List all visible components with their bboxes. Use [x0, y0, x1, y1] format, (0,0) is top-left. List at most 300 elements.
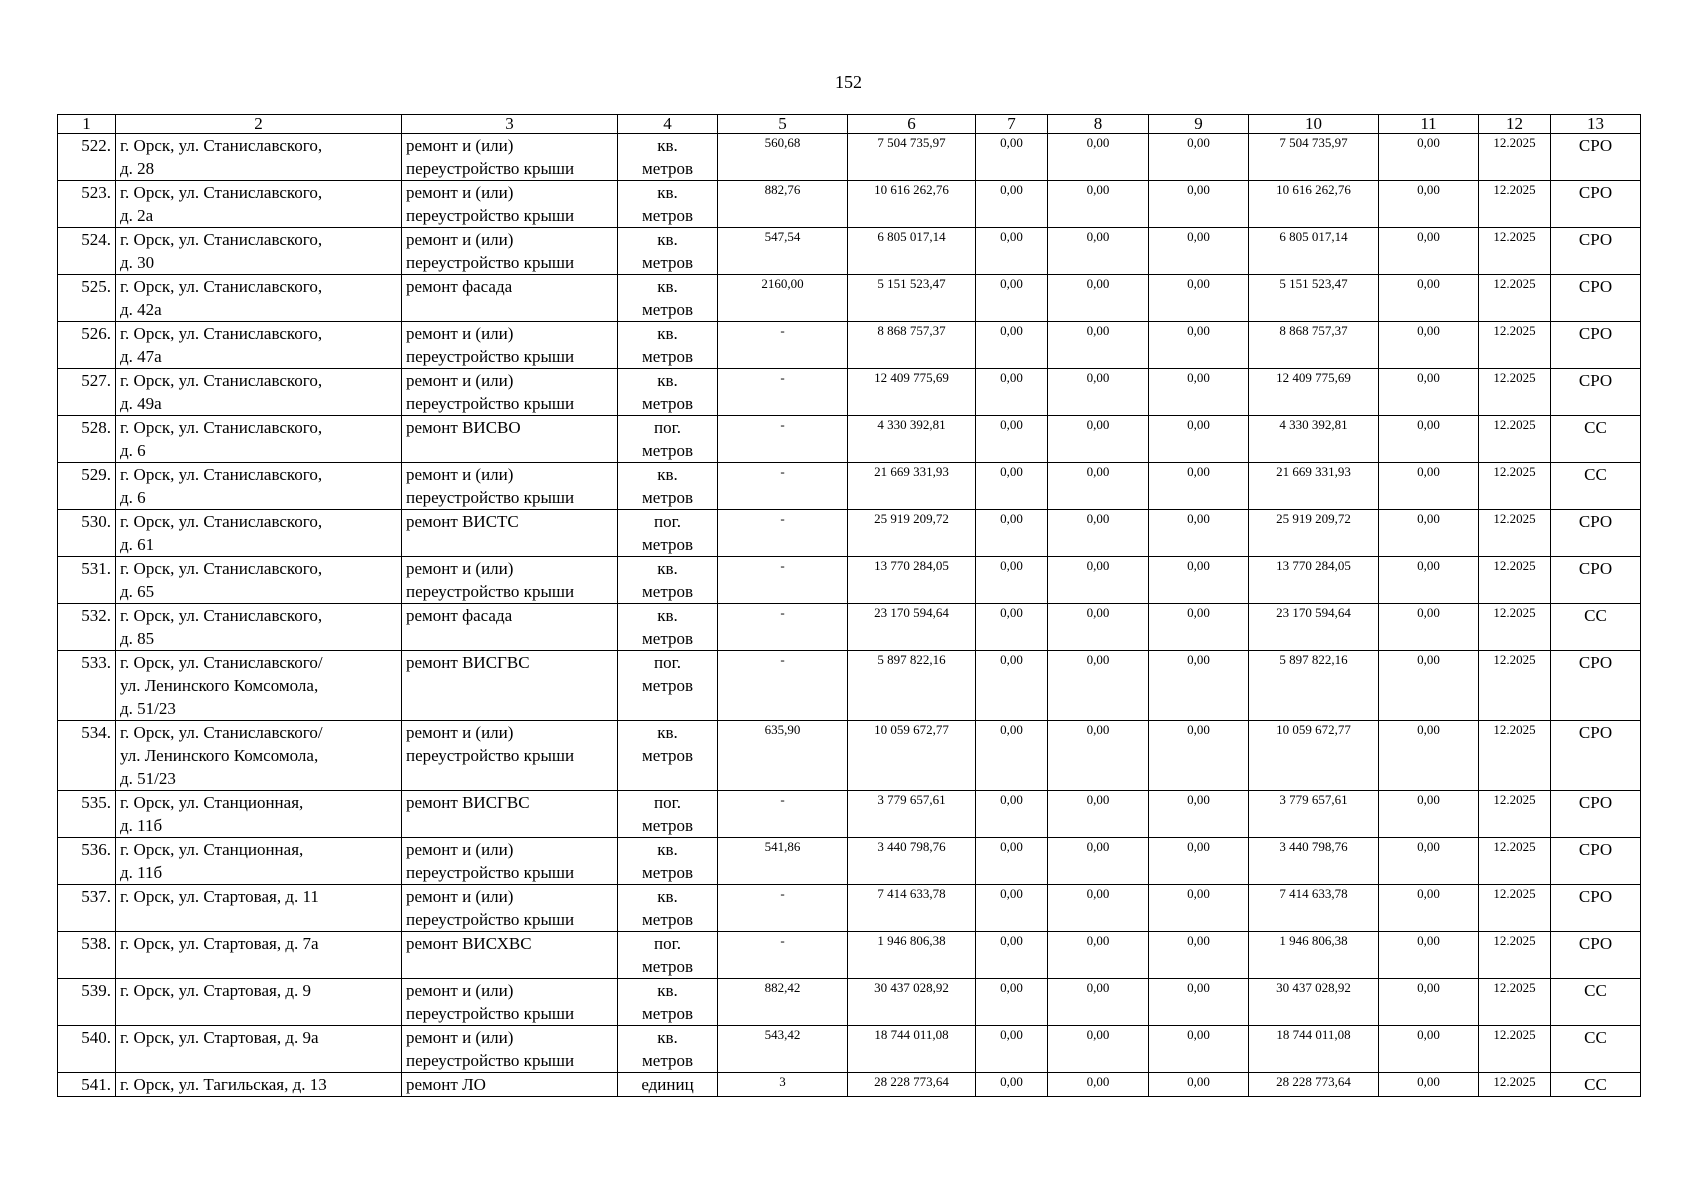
table-row: [58, 721, 1641, 791]
cost-col11-cell: 0,00: [1379, 228, 1479, 275]
cost-col9-cell: 0,00: [1149, 838, 1249, 885]
unit-cell-line: метров: [642, 957, 693, 976]
cost-col11-cell: 0,00: [1379, 604, 1479, 651]
work-type-cell-line: ремонт ВИСГВС: [406, 653, 530, 672]
cost-col9-cell: 0,00: [1149, 228, 1249, 275]
cost-col9-cell: 0,00: [1149, 275, 1249, 322]
work-type-cell-line: ремонт и (или): [406, 887, 514, 906]
cost-col11-cell: 0,00: [1379, 557, 1479, 604]
cost-col9-cell: 0,00: [1149, 932, 1249, 979]
address-cell: [116, 463, 402, 510]
work-type-cell-line: переустройство крыши: [406, 863, 575, 882]
fund-cost-cell: 21 669 331,93: [1249, 463, 1379, 510]
unit-cell-line: кв.: [657, 1028, 678, 1047]
work-type-cell-line: ремонт фасада: [406, 277, 513, 296]
work-type-cell-line: ремонт и (или): [406, 840, 514, 859]
column-header: 1: [58, 115, 116, 134]
fund-cost-cell: 1 946 806,38: [1249, 932, 1379, 979]
cost-col8-cell: 0,00: [1048, 1026, 1149, 1073]
total-cost-cell: 7 414 633,78: [848, 885, 976, 932]
unit-cell-line: метров: [642, 253, 693, 272]
cost-col7-cell: 0,00: [976, 463, 1048, 510]
column-header: 2: [116, 115, 402, 134]
cost-col8-cell: 0,00: [1048, 322, 1149, 369]
table-row: [58, 557, 1641, 604]
fund-cost-cell: 5 897 822,16: [1249, 651, 1379, 721]
cost-col8-cell: 0,00: [1048, 275, 1149, 322]
cost-col8-cell: 0,00: [1048, 979, 1149, 1026]
volume-cell: -: [718, 510, 848, 557]
cost-col7-cell: 0,00: [976, 651, 1048, 721]
fund-cost-cell: 23 170 594,64: [1249, 604, 1379, 651]
cost-col7-cell: 0,00: [976, 557, 1048, 604]
work-type-cell-line: переустройство крыши: [406, 1004, 575, 1023]
column-header: 13: [1551, 115, 1641, 134]
row-number-cell: 533.: [58, 651, 116, 721]
work-type-cell-line: переустройство крыши: [406, 746, 575, 765]
account-type-cell: СРО: [1551, 932, 1641, 979]
work-type-cell: [402, 181, 618, 228]
volume-cell: 882,76: [718, 181, 848, 228]
table-row: [58, 791, 1641, 838]
work-type-cell-line: ремонт ВИСВО: [406, 418, 521, 437]
completion-date-cell: 12.2025: [1479, 932, 1551, 979]
cost-col8-cell: 0,00: [1048, 557, 1149, 604]
work-type-cell-line: переустройство крыши: [406, 159, 575, 178]
address-cell: [116, 721, 402, 791]
unit-cell-line: кв.: [657, 723, 678, 742]
unit-cell: [618, 604, 718, 651]
unit-cell-line: метров: [642, 582, 693, 601]
unit-cell-line: пог.: [654, 653, 681, 672]
address-cell-line: д. 11б: [120, 816, 163, 835]
work-type-cell: [402, 604, 618, 651]
address-cell-line: г. Орск, ул. Станиславского,: [120, 324, 323, 343]
cost-col8-cell: 0,00: [1048, 932, 1149, 979]
address-cell-line: д. 30: [120, 253, 155, 272]
cost-col8-cell: 0,00: [1048, 791, 1149, 838]
unit-cell: [618, 322, 718, 369]
address-cell-line: д. 11б: [120, 863, 163, 882]
cost-col7-cell: 0,00: [976, 134, 1048, 181]
cost-col7-cell: 0,00: [976, 1026, 1048, 1073]
fund-cost-cell: 25 919 209,72: [1249, 510, 1379, 557]
completion-date-cell: 12.2025: [1479, 651, 1551, 721]
work-type-cell-line: переустройство крыши: [406, 1051, 575, 1070]
unit-cell-line: пог.: [654, 512, 681, 531]
cost-col9-cell: 0,00: [1149, 181, 1249, 228]
total-cost-cell: 23 170 594,64: [848, 604, 976, 651]
address-cell-line: г. Орск, ул. Станиславского,: [120, 371, 323, 390]
volume-cell: 541,86: [718, 838, 848, 885]
cost-col11-cell: 0,00: [1379, 651, 1479, 721]
address-cell-line: д. 6: [120, 488, 146, 507]
cost-col8-cell: 0,00: [1048, 838, 1149, 885]
address-cell: [116, 651, 402, 721]
volume-cell: -: [718, 557, 848, 604]
cost-col9-cell: 0,00: [1149, 721, 1249, 791]
total-cost-cell: 21 669 331,93: [848, 463, 976, 510]
row-number-cell: 531.: [58, 557, 116, 604]
row-number-cell: 530.: [58, 510, 116, 557]
fund-cost-cell: 3 779 657,61: [1249, 791, 1379, 838]
volume-cell: -: [718, 416, 848, 463]
address-cell-line: д. 47а: [120, 347, 162, 366]
volume-cell: 560,68: [718, 134, 848, 181]
total-cost-cell: 6 805 017,14: [848, 228, 976, 275]
registry-body: [58, 134, 1641, 1097]
address-cell-line: г. Орск, ул. Станиславского,: [120, 465, 323, 484]
work-type-cell-line: ремонт ВИСГВС: [406, 793, 530, 812]
fund-cost-cell: 8 868 757,37: [1249, 322, 1379, 369]
unit-cell-line: метров: [642, 816, 693, 835]
cost-col7-cell: 0,00: [976, 604, 1048, 651]
work-type-cell-line: переустройство крыши: [406, 347, 575, 366]
cost-col9-cell: 0,00: [1149, 651, 1249, 721]
completion-date-cell: 12.2025: [1479, 322, 1551, 369]
unit-cell-line: кв.: [657, 371, 678, 390]
unit-cell: [618, 510, 718, 557]
address-cell-line: г. Орск, ул. Станиславского/: [120, 723, 323, 742]
unit-cell: [618, 369, 718, 416]
address-cell: [116, 134, 402, 181]
cost-col8-cell: 0,00: [1048, 228, 1149, 275]
account-type-cell: СС: [1551, 1026, 1641, 1073]
work-type-cell: [402, 510, 618, 557]
unit-cell: [618, 651, 718, 721]
work-type-cell: [402, 651, 618, 721]
volume-cell: -: [718, 604, 848, 651]
table-row: [58, 181, 1641, 228]
column-header: 6: [848, 115, 976, 134]
unit-cell-line: кв.: [657, 277, 678, 296]
completion-date-cell: 12.2025: [1479, 463, 1551, 510]
unit-cell: [618, 557, 718, 604]
account-type-cell: СРО: [1551, 651, 1641, 721]
cost-col11-cell: 0,00: [1379, 275, 1479, 322]
cost-col11-cell: 0,00: [1379, 791, 1479, 838]
total-cost-cell: 8 868 757,37: [848, 322, 976, 369]
unit-cell: [618, 932, 718, 979]
cost-col8-cell: 0,00: [1048, 369, 1149, 416]
cost-col11-cell: 0,00: [1379, 979, 1479, 1026]
work-type-cell: [402, 369, 618, 416]
address-cell-line: г. Орск, ул. Станиславского,: [120, 606, 323, 625]
unit-cell: [618, 181, 718, 228]
table-row: [58, 1073, 1641, 1097]
cost-col9-cell: 0,00: [1149, 134, 1249, 181]
address-cell-line: д. 65: [120, 582, 155, 601]
work-type-cell-line: ремонт и (или): [406, 465, 514, 484]
address-cell-line: д. 85: [120, 629, 155, 648]
work-type-cell: [402, 721, 618, 791]
fund-cost-cell: 7 504 735,97: [1249, 134, 1379, 181]
total-cost-cell: 10 059 672,77: [848, 721, 976, 791]
fund-cost-cell: 10 616 262,76: [1249, 181, 1379, 228]
unit-cell-line: кв.: [657, 324, 678, 343]
volume-cell: 635,90: [718, 721, 848, 791]
work-type-cell: [402, 1073, 618, 1097]
account-type-cell: СРО: [1551, 557, 1641, 604]
work-type-cell: [402, 134, 618, 181]
address-cell-line: д. 2а: [120, 206, 154, 225]
work-type-cell: [402, 979, 618, 1026]
total-cost-cell: 28 228 773,64: [848, 1073, 976, 1097]
unit-cell: [618, 838, 718, 885]
address-cell: [116, 228, 402, 275]
unit-cell-line: метров: [642, 863, 693, 882]
row-number-cell: 526.: [58, 322, 116, 369]
volume-cell: 2160,00: [718, 275, 848, 322]
completion-date-cell: 12.2025: [1479, 791, 1551, 838]
address-cell: [116, 979, 402, 1026]
unit-cell-line: метров: [642, 910, 693, 929]
volume-cell: -: [718, 322, 848, 369]
account-type-cell: СС: [1551, 604, 1641, 651]
unit-cell-line: единиц: [641, 1075, 694, 1094]
cost-col9-cell: 0,00: [1149, 369, 1249, 416]
page-number: 152: [835, 72, 862, 92]
completion-date-cell: 12.2025: [1479, 510, 1551, 557]
volume-cell: -: [718, 791, 848, 838]
row-number-cell: 529.: [58, 463, 116, 510]
fund-cost-cell: 18 744 011,08: [1249, 1026, 1379, 1073]
unit-cell-line: кв.: [657, 840, 678, 859]
address-cell-line: ул. Ленинского Комсомола,: [120, 676, 319, 695]
row-number-cell: 535.: [58, 791, 116, 838]
work-type-cell-line: ремонт и (или): [406, 981, 514, 1000]
cost-col11-cell: 0,00: [1379, 510, 1479, 557]
unit-cell: [618, 1026, 718, 1073]
unit-cell: [618, 1073, 718, 1097]
cost-col7-cell: 0,00: [976, 838, 1048, 885]
address-cell-line: г. Орск, ул. Стартовая, д. 9а: [120, 1028, 319, 1047]
unit-cell-line: метров: [642, 535, 693, 554]
cost-col9-cell: 0,00: [1149, 1073, 1249, 1097]
work-type-cell-line: переустройство крыши: [406, 253, 575, 272]
cost-col11-cell: 0,00: [1379, 181, 1479, 228]
work-type-cell: [402, 885, 618, 932]
address-cell-line: г. Орск, ул. Стартовая, д. 9: [120, 981, 311, 1000]
account-type-cell: СРО: [1551, 134, 1641, 181]
cost-col7-cell: 0,00: [976, 721, 1048, 791]
volume-cell: 3: [718, 1073, 848, 1097]
unit-cell: [618, 416, 718, 463]
total-cost-cell: 1 946 806,38: [848, 932, 976, 979]
address-cell-line: г. Орск, ул. Стартовая, д. 11: [120, 887, 319, 906]
cost-col11-cell: 0,00: [1379, 838, 1479, 885]
cost-col11-cell: 0,00: [1379, 1026, 1479, 1073]
address-cell-line: д. 51/23: [120, 769, 176, 788]
work-type-cell-line: ремонт ЛО: [406, 1075, 486, 1094]
total-cost-cell: 5 897 822,16: [848, 651, 976, 721]
account-type-cell: СРО: [1551, 510, 1641, 557]
unit-cell-line: метров: [642, 159, 693, 178]
cost-col9-cell: 0,00: [1149, 791, 1249, 838]
work-type-cell-line: ремонт и (или): [406, 559, 514, 578]
volume-cell: 882,42: [718, 979, 848, 1026]
row-number-cell: 523.: [58, 181, 116, 228]
work-type-cell: [402, 416, 618, 463]
fund-cost-cell: 10 059 672,77: [1249, 721, 1379, 791]
address-cell: [116, 604, 402, 651]
volume-cell: -: [718, 463, 848, 510]
cost-col9-cell: 0,00: [1149, 604, 1249, 651]
work-type-cell-line: ремонт ВИСХВС: [406, 934, 532, 953]
cost-col7-cell: 0,00: [976, 885, 1048, 932]
total-cost-cell: 5 151 523,47: [848, 275, 976, 322]
cost-col9-cell: 0,00: [1149, 463, 1249, 510]
unit-cell-line: метров: [642, 300, 693, 319]
volume-cell: 547,54: [718, 228, 848, 275]
account-type-cell: СС: [1551, 416, 1641, 463]
unit-cell-line: метров: [642, 394, 693, 413]
table-row: [58, 275, 1641, 322]
address-cell: [116, 275, 402, 322]
total-cost-cell: 10 616 262,76: [848, 181, 976, 228]
table-row: [58, 1026, 1641, 1073]
work-type-cell-line: ремонт фасада: [406, 606, 513, 625]
completion-date-cell: 12.2025: [1479, 838, 1551, 885]
unit-cell-line: пог.: [654, 418, 681, 437]
address-cell-line: д. 61: [120, 535, 155, 554]
column-header: 3: [402, 115, 618, 134]
cost-col11-cell: 0,00: [1379, 932, 1479, 979]
unit-cell-line: пог.: [654, 793, 681, 812]
unit-cell-line: кв.: [657, 230, 678, 249]
column-header: 9: [1149, 115, 1249, 134]
work-type-cell-line: переустройство крыши: [406, 394, 575, 413]
cost-col8-cell: 0,00: [1048, 510, 1149, 557]
total-cost-cell: 3 440 798,76: [848, 838, 976, 885]
cost-col11-cell: 0,00: [1379, 369, 1479, 416]
unit-cell: [618, 885, 718, 932]
row-number-cell: 536.: [58, 838, 116, 885]
volume-cell: -: [718, 369, 848, 416]
completion-date-cell: 12.2025: [1479, 604, 1551, 651]
address-cell: [116, 510, 402, 557]
unit-cell-line: метров: [642, 488, 693, 507]
total-cost-cell: 4 330 392,81: [848, 416, 976, 463]
fund-cost-cell: 4 330 392,81: [1249, 416, 1379, 463]
volume-cell: -: [718, 885, 848, 932]
row-number-cell: 538.: [58, 932, 116, 979]
address-cell-line: г. Орск, ул. Станиславского,: [120, 418, 323, 437]
cost-col7-cell: 0,00: [976, 322, 1048, 369]
column-header: 11: [1379, 115, 1479, 134]
work-type-cell: [402, 791, 618, 838]
unit-cell-line: кв.: [657, 887, 678, 906]
cost-col11-cell: 0,00: [1379, 1073, 1479, 1097]
cost-col7-cell: 0,00: [976, 791, 1048, 838]
address-cell-line: г. Орск, ул. Станционная,: [120, 793, 304, 812]
unit-cell: [618, 791, 718, 838]
volume-cell: 543,42: [718, 1026, 848, 1073]
table-row: [58, 228, 1641, 275]
address-cell-line: ул. Ленинского Комсомола,: [120, 746, 319, 765]
table-row: [58, 134, 1641, 181]
completion-date-cell: 12.2025: [1479, 721, 1551, 791]
address-cell: [116, 932, 402, 979]
total-cost-cell: 3 779 657,61: [848, 791, 976, 838]
account-type-cell: СРО: [1551, 838, 1641, 885]
repair-registry-table: [57, 114, 1641, 1097]
address-cell-line: д. 42а: [120, 300, 162, 319]
address-cell-line: г. Орск, ул. Станиславского,: [120, 512, 323, 531]
completion-date-cell: 12.2025: [1479, 134, 1551, 181]
unit-cell: [618, 721, 718, 791]
cost-col8-cell: 0,00: [1048, 181, 1149, 228]
work-type-cell-line: ремонт и (или): [406, 371, 514, 390]
volume-cell: -: [718, 932, 848, 979]
completion-date-cell: 12.2025: [1479, 557, 1551, 604]
unit-cell-line: кв.: [657, 559, 678, 578]
cost-col8-cell: 0,00: [1048, 604, 1149, 651]
completion-date-cell: 12.2025: [1479, 885, 1551, 932]
address-cell: [116, 838, 402, 885]
work-type-cell-line: переустройство крыши: [406, 582, 575, 601]
cost-col11-cell: 0,00: [1379, 721, 1479, 791]
work-type-cell: [402, 557, 618, 604]
account-type-cell: СРО: [1551, 721, 1641, 791]
account-type-cell: СРО: [1551, 275, 1641, 322]
cost-col7-cell: 0,00: [976, 979, 1048, 1026]
work-type-cell: [402, 463, 618, 510]
unit-cell-line: кв.: [657, 465, 678, 484]
cost-col8-cell: 0,00: [1048, 416, 1149, 463]
completion-date-cell: 12.2025: [1479, 275, 1551, 322]
table-row: [58, 979, 1641, 1026]
work-type-cell-line: ремонт и (или): [406, 136, 514, 155]
unit-cell-line: метров: [642, 1051, 693, 1070]
address-cell-line: г. Орск, ул. Станционная,: [120, 840, 304, 859]
table-row: [58, 651, 1641, 721]
total-cost-cell: 18 744 011,08: [848, 1026, 976, 1073]
address-cell-line: г. Орск, ул. Станиславского,: [120, 559, 323, 578]
address-cell: [116, 1073, 402, 1097]
volume-cell: -: [718, 651, 848, 721]
row-number-cell: 524.: [58, 228, 116, 275]
completion-date-cell: 12.2025: [1479, 979, 1551, 1026]
address-cell: [116, 322, 402, 369]
cost-col8-cell: 0,00: [1048, 885, 1149, 932]
account-type-cell: СРО: [1551, 369, 1641, 416]
completion-date-cell: 12.2025: [1479, 1026, 1551, 1073]
address-cell: [116, 416, 402, 463]
table-row: [58, 416, 1641, 463]
cost-col9-cell: 0,00: [1149, 557, 1249, 604]
fund-cost-cell: 12 409 775,69: [1249, 369, 1379, 416]
work-type-cell: [402, 275, 618, 322]
cost-col7-cell: 0,00: [976, 228, 1048, 275]
work-type-cell-line: переустройство крыши: [406, 206, 575, 225]
address-cell-line: д. 51/23: [120, 699, 176, 718]
address-cell-line: г. Орск, ул. Станиславского,: [120, 277, 323, 296]
fund-cost-cell: 28 228 773,64: [1249, 1073, 1379, 1097]
column-header: 8: [1048, 115, 1149, 134]
completion-date-cell: 12.2025: [1479, 181, 1551, 228]
cost-col9-cell: 0,00: [1149, 1026, 1249, 1073]
row-number-cell: 527.: [58, 369, 116, 416]
account-type-cell: СРО: [1551, 181, 1641, 228]
row-number-cell: 528.: [58, 416, 116, 463]
cost-col7-cell: 0,00: [976, 416, 1048, 463]
unit-cell-line: метров: [642, 1004, 693, 1023]
address-cell-line: г. Орск, ул. Станиславского/: [120, 653, 323, 672]
row-number-cell: 522.: [58, 134, 116, 181]
work-type-cell: [402, 228, 618, 275]
unit-cell-line: метров: [642, 746, 693, 765]
